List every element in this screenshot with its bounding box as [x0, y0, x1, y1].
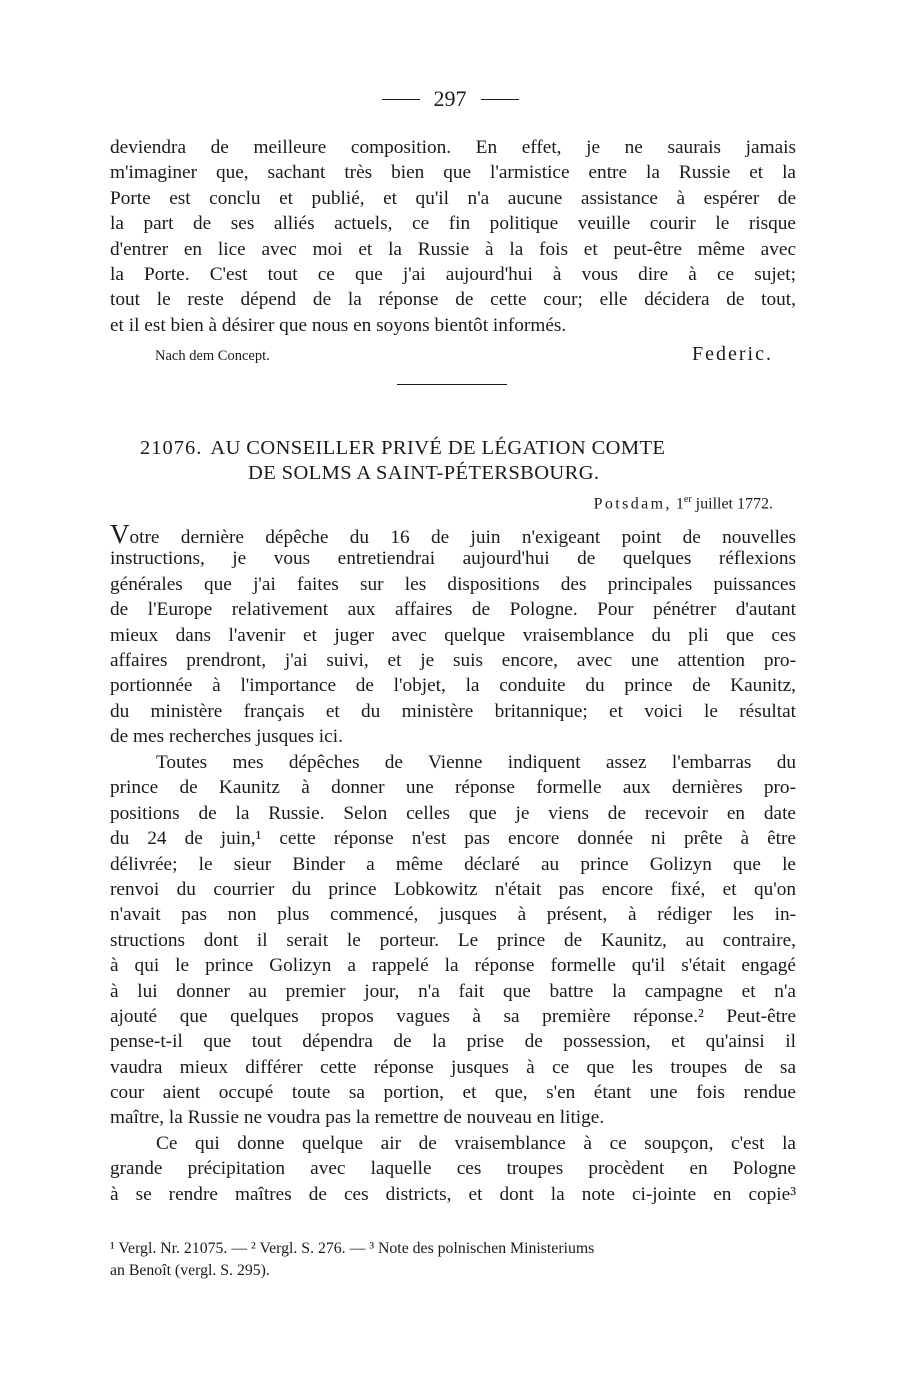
text-line: mieux dans l'avenir et juger avec quelque vraisemblance du pli que ces — [110, 624, 796, 646]
page-number: 297 — [433, 86, 467, 111]
text-line: délivrée; le sieur Binder a même déclaré au prince Golizyn que le — [110, 853, 796, 875]
letter-heading — [140, 436, 780, 486]
continuation-paragraph — [110, 135, 796, 338]
text-line: m'imaginer que, sachant très bien que l'armistice entre la Russie et la — [110, 162, 796, 184]
text-line: de mes recherches jusques ici. — [110, 726, 343, 748]
text-line: Ce qui donne quelque air de vraisemblance à ce soupçon, c'est la — [156, 1133, 796, 1154]
text-line: portionnée à l'importance de l'objet, la conduite du prince de Kaunitz, — [110, 675, 796, 697]
text-line: et il est bien à désirer que nous en soyons bientôt informés. — [110, 314, 567, 336]
source-note: Nach dem Concept. — [155, 348, 270, 364]
date-rest: juillet 1772. — [695, 495, 773, 513]
text-line: tout le reste dépend de la réponse de cette cour; elle décidera de tout, — [110, 289, 796, 311]
dateline — [0, 494, 773, 513]
header-dash-left — [382, 99, 420, 100]
text-line: à se rendre maîtres de ces districts, et dont la note ci-jointe en copie³ — [110, 1183, 796, 1205]
text-line: d'entrer en lice avec moi et la Russie à la fois et peut-être même avec — [110, 238, 796, 260]
page-header — [0, 86, 900, 112]
date-place: Potsdam, — [593, 495, 672, 513]
text-line: à lui donner au premier jour, n'a fait que battre la campagne et n'a — [110, 980, 796, 1002]
heading-line-2: DE SOLMS A SAINT-PÉTERSBOURG. — [248, 462, 600, 484]
text-line: la Porte. C'est tout ce que j'ai aujourd'hui à vous dire à ce sujet; — [110, 263, 796, 285]
text-line: ajouté que quelques propos vagues à sa première réponse.² Peut-être — [110, 1005, 796, 1027]
text-line: de l'Europe relativement aux affaires de Pologne. Pour pénétrer d'autant — [110, 599, 796, 621]
text-line: renvoi du courrier du prince Lobkowitz n'était pas encore fixé, et qu'on — [110, 878, 796, 900]
letter-paragraph-3 — [110, 1131, 796, 1207]
footnotes — [110, 1238, 800, 1281]
text-line: vaudra mieux différer cette réponse jusques à ce que les troupes de sa — [110, 1056, 796, 1078]
text-line: affaires prendront, j'ai suivi, et je suis encore, avec une attention pro- — [110, 649, 796, 671]
text-line: pense-t-il que tout dépendra de la prise de possession, et qu'ainsi il — [110, 1031, 796, 1053]
date-day-suffix: er — [683, 494, 692, 505]
letter-paragraph-1 — [110, 521, 796, 750]
text-line: du ministère français et du ministère britannique; et voici le résultat — [110, 700, 796, 722]
signature-name: Federic. — [692, 343, 773, 365]
text-line: cour aient occupé toute sa portion, et que, s'en étant une fois rendue — [110, 1082, 796, 1104]
footnote-line: ¹ Vergl. Nr. 21075. — ² Vergl. S. 276. — ³ Note des polnischen Ministeriums — [110, 1240, 595, 1257]
heading-text-1: AU CONSEILLER PRIVÉ DE LÉGATION COMTE — [210, 437, 666, 459]
header-dash-right — [481, 99, 519, 100]
section-divider — [397, 384, 507, 385]
text-line: maître, la Russie ne voudra pas la remettre de nouveau en litige. — [110, 1107, 605, 1129]
text-line: positions de la Russie. Selon celles que je viens de recevoir en date — [110, 802, 796, 824]
text-line: la part de ses alliés actuels, ce fin politique veuille courir le risque — [110, 213, 796, 235]
footnote-line: an Benoît (vergl. S. 295). — [110, 1261, 270, 1279]
text-line: prince de Kaunitz à donner une réponse formelle aux dernières pro- — [110, 777, 796, 799]
text-line — [110, 519, 796, 549]
letter-number: 21076. — [140, 437, 203, 459]
text-line: grande précipitation avec laquelle ces troupes procèdent en Pologne — [110, 1158, 796, 1180]
text-line: deviendra de meilleure composition. En effet, je ne saurais jamais — [110, 137, 796, 158]
text-line: Porte est conclu et publié, et qu'il n'a aucune assistance à espérer de — [110, 187, 796, 209]
text-line: du 24 de juin,¹ cette réponse n'est pas encore donnée ni prête à être — [110, 828, 796, 850]
text-line: structions dont il serait le porteur. Le prince de Kaunitz, au contraire, — [110, 929, 796, 951]
text-line: générales que j'ai faites sur les dispositions des principales puissances — [110, 573, 796, 595]
text-span: otre dernière dépêche du 16 de juin n'exigeant point de nouvelles — [129, 527, 796, 548]
text-line: n'avait pas non plus commencé, jusques à présent, à rédiger les in- — [110, 904, 796, 926]
heading-line-1 — [140, 437, 665, 459]
text-line: à qui le prince Golizyn a rappelé la réponse formelle qu'il s'était engagé — [110, 955, 796, 977]
signature-block — [155, 343, 773, 366]
text-line: instructions, je vous entretiendrai aujourd'hui de quelques réflexions — [110, 548, 796, 570]
text-line: Toutes mes dépêches de Vienne indiquent assez l'embarras du — [156, 752, 796, 773]
date-day: 1 — [675, 495, 684, 513]
letter-paragraph-2 — [110, 750, 796, 1131]
initial-letter: V — [110, 519, 130, 549]
